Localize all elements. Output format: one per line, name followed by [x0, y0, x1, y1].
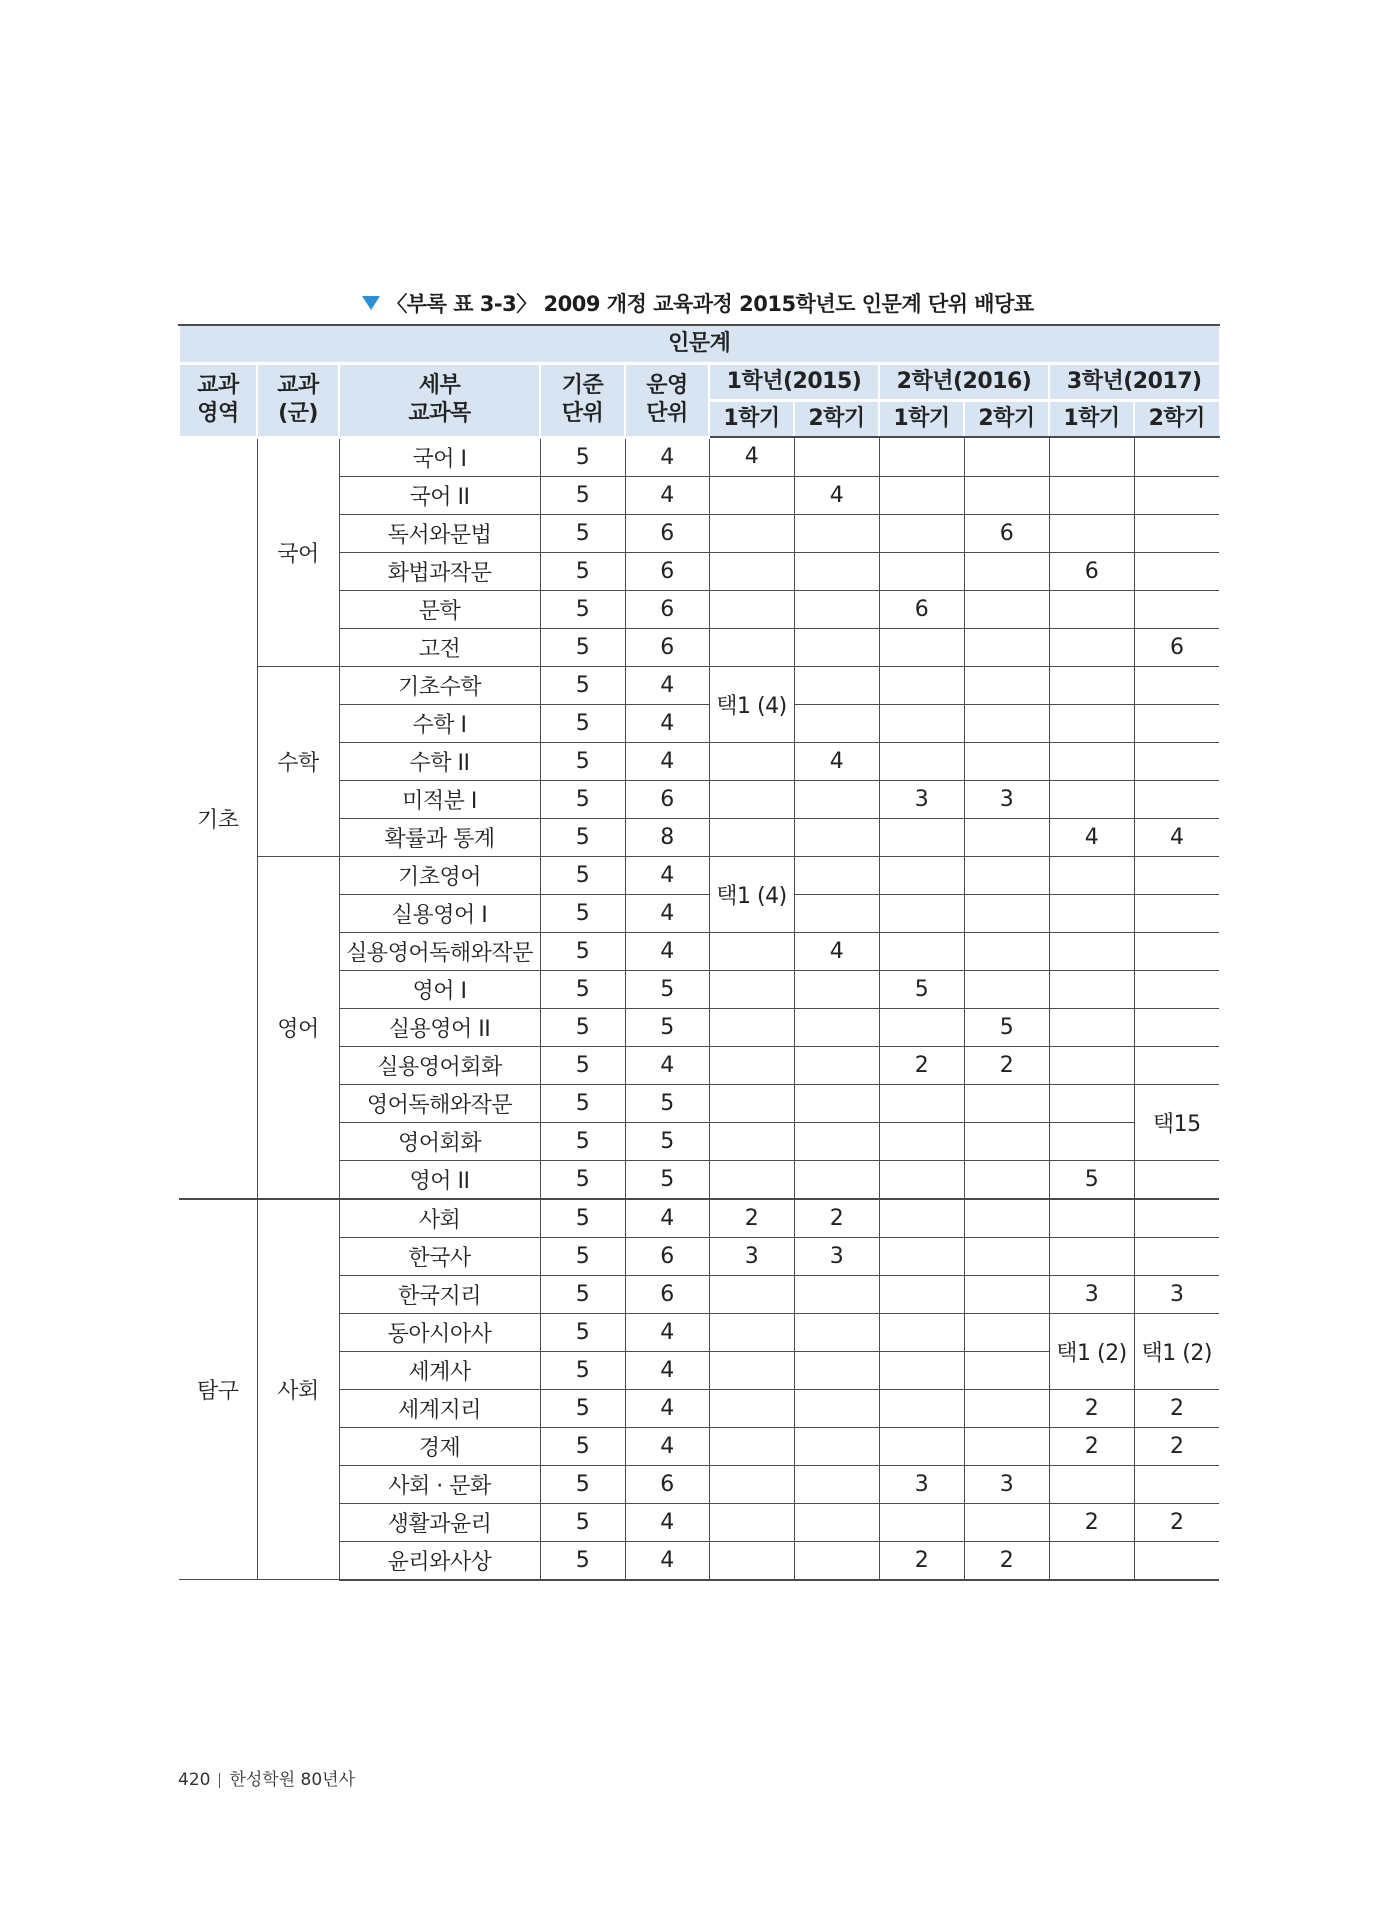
- semester-cell: 5: [879, 970, 964, 1008]
- semester-cell: [794, 1046, 879, 1084]
- header-grade-1: 1학년(2015): [709, 364, 879, 401]
- semester-cell: [794, 818, 879, 856]
- semester-cell: [794, 666, 879, 704]
- op-unit-cell: 5: [625, 970, 709, 1008]
- page-footer: [178, 1765, 355, 1790]
- op-unit-cell: 4: [625, 666, 709, 704]
- semester-cell: [1049, 894, 1134, 932]
- semester-cell: [1134, 1160, 1219, 1199]
- header-group: 인문계: [179, 325, 1219, 364]
- semester-cell: [1049, 970, 1134, 1008]
- semester-cell: [1049, 932, 1134, 970]
- caption-text: 〈부록 표 3-3〉 2009 개정 교육과정 2015학년도 인문계 단위 배당표: [386, 292, 1034, 316]
- header-operating-units: 운영 단위: [625, 364, 709, 438]
- semester-cell: [964, 932, 1049, 970]
- semester-cell: [964, 818, 1049, 856]
- semester-cell: [1049, 1465, 1134, 1503]
- base-unit-cell: 5: [540, 1427, 625, 1465]
- semester-cell: [964, 894, 1049, 932]
- semester-cell: [1049, 856, 1134, 894]
- header-area: 교과 영역: [179, 364, 257, 438]
- semester-cell: [1134, 590, 1219, 628]
- table-row: [179, 1199, 1219, 1238]
- op-unit-cell: 4: [625, 1389, 709, 1427]
- semester-cell: [964, 1122, 1049, 1160]
- subject-cell: 실용영어회화: [339, 1046, 540, 1084]
- op-unit-cell: 4: [625, 1503, 709, 1541]
- semester-cell: [964, 666, 1049, 704]
- semester-cell: [964, 1160, 1049, 1199]
- semester-cell: [1049, 437, 1134, 476]
- base-unit-cell: 5: [540, 552, 625, 590]
- header-semester: 2학기: [1134, 401, 1219, 438]
- semester-cell: [879, 1275, 964, 1313]
- semester-cell: [964, 1503, 1049, 1541]
- semester-cell: [879, 856, 964, 894]
- semester-cell: [964, 1389, 1049, 1427]
- semester-cell: [709, 1122, 794, 1160]
- area-cell: 탐구: [179, 1199, 257, 1580]
- semester-cell: [709, 818, 794, 856]
- semester-cell: [794, 628, 879, 666]
- op-unit-cell: 6: [625, 1237, 709, 1275]
- subject-cell: 한국사: [339, 1237, 540, 1275]
- semester-cell: [964, 476, 1049, 514]
- semester-cell: [879, 894, 964, 932]
- subject-cell: 국어 I: [339, 437, 540, 476]
- base-unit-cell: 5: [540, 1465, 625, 1503]
- subject-cell: 사회 · 문화: [339, 1465, 540, 1503]
- semester-cell: [879, 1351, 964, 1389]
- semester-cell: [879, 1313, 964, 1351]
- semester-cell: [1049, 742, 1134, 780]
- semester-cell: 4: [709, 437, 794, 476]
- semester-cell: 4: [1134, 818, 1219, 856]
- semester-cell: 5: [1049, 1160, 1134, 1199]
- semester-cell: [964, 1427, 1049, 1465]
- semester-cell: [1134, 1541, 1219, 1580]
- semester-cell: [794, 552, 879, 590]
- semester-cell: [1049, 590, 1134, 628]
- semester-cell: [1049, 1008, 1134, 1046]
- semester-cell: [794, 1541, 879, 1580]
- op-unit-cell: 4: [625, 932, 709, 970]
- semester-cell: [1134, 856, 1219, 894]
- semester-cell: [879, 1122, 964, 1160]
- semester-cell: [709, 1541, 794, 1580]
- semester-cell: [879, 1008, 964, 1046]
- semester-cell: [794, 704, 879, 742]
- subject-cell: 수학 II: [339, 742, 540, 780]
- semester-cell: 3: [1134, 1275, 1219, 1313]
- semester-cell: [1134, 1465, 1219, 1503]
- subject-cell: 생활과윤리: [339, 1503, 540, 1541]
- base-unit-cell: 5: [540, 818, 625, 856]
- subject-cell: 기초수학: [339, 666, 540, 704]
- semester-cell: 2: [1049, 1503, 1134, 1541]
- semester-cell: [709, 590, 794, 628]
- semester-cell: [879, 1503, 964, 1541]
- base-unit-cell: 5: [540, 476, 625, 514]
- semester-cell: [1049, 476, 1134, 514]
- op-unit-cell: 5: [625, 1160, 709, 1199]
- semester-cell: [794, 1160, 879, 1199]
- semester-cell: 2: [709, 1199, 794, 1238]
- semester-cell: 택1 (4): [709, 856, 794, 932]
- header-grade-3: 3학년(2017): [1049, 364, 1219, 401]
- base-unit-cell: 5: [540, 666, 625, 704]
- table-row: [179, 437, 1219, 476]
- semester-cell: 4: [1049, 818, 1134, 856]
- semester-cell: [1134, 970, 1219, 1008]
- op-unit-cell: 4: [625, 476, 709, 514]
- page-number: 420: [178, 1770, 211, 1790]
- semester-cell: [964, 1237, 1049, 1275]
- subject-cell: 한국지리: [339, 1275, 540, 1313]
- semester-cell: 2: [964, 1541, 1049, 1580]
- subject-cell: 세계사: [339, 1351, 540, 1389]
- semester-cell: 6: [1049, 552, 1134, 590]
- base-unit-cell: 5: [540, 514, 625, 552]
- base-unit-cell: 5: [540, 1199, 625, 1238]
- semester-cell: 2: [1134, 1389, 1219, 1427]
- semester-cell: [964, 970, 1049, 1008]
- semester-cell: [879, 1160, 964, 1199]
- semester-cell: [794, 856, 879, 894]
- semester-cell: [879, 1237, 964, 1275]
- table-caption: [178, 288, 1218, 318]
- semester-cell: [879, 552, 964, 590]
- subject-cell: 실용영어 II: [339, 1008, 540, 1046]
- semester-cell: 6: [1134, 628, 1219, 666]
- base-unit-cell: 5: [540, 1351, 625, 1389]
- op-unit-cell: 4: [625, 1427, 709, 1465]
- semester-cell: [709, 1275, 794, 1313]
- semester-cell: 택1 (2): [1134, 1313, 1219, 1389]
- book-title: 한성학원 80년사: [229, 1770, 356, 1790]
- semester-cell: [794, 780, 879, 818]
- op-unit-cell: 4: [625, 742, 709, 780]
- semester-cell: [794, 1008, 879, 1046]
- semester-cell: [794, 1503, 879, 1541]
- semester-cell: [794, 1275, 879, 1313]
- semester-cell: 택15: [1134, 1084, 1219, 1160]
- subject-cell: 독서와문법: [339, 514, 540, 552]
- base-unit-cell: 5: [540, 1008, 625, 1046]
- semester-cell: [1134, 780, 1219, 818]
- base-unit-cell: 5: [540, 856, 625, 894]
- header-semester: 1학기: [879, 401, 964, 438]
- base-unit-cell: 5: [540, 1389, 625, 1427]
- base-unit-cell: 5: [540, 437, 625, 476]
- semester-cell: [964, 856, 1049, 894]
- semester-cell: 3: [794, 1237, 879, 1275]
- group-cell: 국어: [257, 437, 339, 666]
- semester-cell: 2: [1049, 1427, 1134, 1465]
- semester-cell: 3: [964, 780, 1049, 818]
- subject-cell: 동아시아사: [339, 1313, 540, 1351]
- semester-cell: [1134, 704, 1219, 742]
- op-unit-cell: 5: [625, 1122, 709, 1160]
- subject-cell: 실용영어독해와작문: [339, 932, 540, 970]
- semester-cell: 2: [1049, 1389, 1134, 1427]
- base-unit-cell: 5: [540, 628, 625, 666]
- semester-cell: [1049, 1084, 1134, 1122]
- semester-cell: [964, 1275, 1049, 1313]
- semester-cell: [964, 590, 1049, 628]
- op-unit-cell: 5: [625, 1008, 709, 1046]
- semester-cell: [964, 1313, 1049, 1351]
- semester-cell: [794, 1389, 879, 1427]
- semester-cell: 4: [794, 742, 879, 780]
- semester-cell: 2: [964, 1046, 1049, 1084]
- semester-cell: [709, 1351, 794, 1389]
- semester-cell: [794, 894, 879, 932]
- semester-cell: [1134, 514, 1219, 552]
- table-row: [179, 666, 1219, 704]
- semester-cell: [1049, 1237, 1134, 1275]
- op-unit-cell: 4: [625, 1351, 709, 1389]
- semester-cell: [794, 1351, 879, 1389]
- semester-cell: [1049, 1199, 1134, 1238]
- semester-cell: [1049, 1122, 1134, 1160]
- semester-cell: [709, 1084, 794, 1122]
- op-unit-cell: 6: [625, 552, 709, 590]
- subject-cell: 영어독해와작문: [339, 1084, 540, 1122]
- semester-cell: 3: [709, 1237, 794, 1275]
- semester-cell: [709, 1465, 794, 1503]
- semester-cell: [1134, 552, 1219, 590]
- semester-cell: 2: [879, 1046, 964, 1084]
- semester-cell: [1049, 704, 1134, 742]
- semester-cell: [709, 780, 794, 818]
- op-unit-cell: 4: [625, 1199, 709, 1238]
- semester-cell: [1134, 666, 1219, 704]
- semester-cell: [879, 476, 964, 514]
- semester-cell: [879, 1389, 964, 1427]
- semester-cell: [709, 1503, 794, 1541]
- semester-cell: 2: [1134, 1427, 1219, 1465]
- op-unit-cell: 6: [625, 1275, 709, 1313]
- header-semester: 1학기: [1049, 401, 1134, 438]
- semester-cell: 4: [794, 476, 879, 514]
- semester-cell: [879, 514, 964, 552]
- semester-cell: 5: [964, 1008, 1049, 1046]
- subject-cell: 화법과작문: [339, 552, 540, 590]
- op-unit-cell: 5: [625, 1084, 709, 1122]
- op-unit-cell: 4: [625, 856, 709, 894]
- subject-cell: 수학 I: [339, 704, 540, 742]
- semester-cell: [794, 1465, 879, 1503]
- subject-cell: 실용영어 I: [339, 894, 540, 932]
- semester-cell: [879, 628, 964, 666]
- op-unit-cell: 4: [625, 1046, 709, 1084]
- base-unit-cell: 5: [540, 1237, 625, 1275]
- subject-cell: 확률과 통계: [339, 818, 540, 856]
- subject-cell: 경제: [339, 1427, 540, 1465]
- semester-cell: [709, 1389, 794, 1427]
- semester-cell: [1134, 476, 1219, 514]
- semester-cell: 2: [794, 1199, 879, 1238]
- semester-cell: 3: [879, 780, 964, 818]
- subject-cell: 영어 I: [339, 970, 540, 1008]
- semester-cell: [879, 932, 964, 970]
- op-unit-cell: 6: [625, 514, 709, 552]
- base-unit-cell: 5: [540, 780, 625, 818]
- semester-cell: [709, 1008, 794, 1046]
- semester-cell: [709, 1046, 794, 1084]
- group-cell: 사회: [257, 1199, 339, 1580]
- semester-cell: 4: [794, 932, 879, 970]
- semester-cell: 6: [964, 514, 1049, 552]
- group-cell: 영어: [257, 856, 339, 1199]
- subject-cell: 세계지리: [339, 1389, 540, 1427]
- subject-cell: 영어회화: [339, 1122, 540, 1160]
- base-unit-cell: 5: [540, 1503, 625, 1541]
- footer-divider: [219, 1773, 220, 1788]
- semester-cell: [709, 552, 794, 590]
- header-semester: 2학기: [794, 401, 879, 438]
- op-unit-cell: 4: [625, 704, 709, 742]
- semester-cell: [964, 1199, 1049, 1238]
- semester-cell: [1049, 1046, 1134, 1084]
- op-unit-cell: 4: [625, 1541, 709, 1580]
- semester-cell: [1134, 1008, 1219, 1046]
- base-unit-cell: 5: [540, 704, 625, 742]
- semester-cell: [794, 514, 879, 552]
- base-unit-cell: 5: [540, 1541, 625, 1580]
- semester-cell: [709, 476, 794, 514]
- subject-cell: 윤리와사상: [339, 1541, 540, 1580]
- base-unit-cell: 5: [540, 1313, 625, 1351]
- semester-cell: [1049, 1541, 1134, 1580]
- base-unit-cell: 5: [540, 1160, 625, 1199]
- base-unit-cell: 5: [540, 1275, 625, 1313]
- semester-cell: [964, 704, 1049, 742]
- semester-cell: [879, 1199, 964, 1238]
- base-unit-cell: 5: [540, 932, 625, 970]
- semester-cell: [1049, 628, 1134, 666]
- semester-cell: [1134, 894, 1219, 932]
- subject-cell: 미적분 I: [339, 780, 540, 818]
- op-unit-cell: 6: [625, 628, 709, 666]
- semester-cell: [879, 704, 964, 742]
- semester-cell: 2: [1134, 1503, 1219, 1541]
- op-unit-cell: 8: [625, 818, 709, 856]
- semester-cell: 택1 (2): [1049, 1313, 1134, 1389]
- semester-cell: [1134, 437, 1219, 476]
- semester-cell: [709, 514, 794, 552]
- semester-cell: [879, 666, 964, 704]
- semester-cell: [709, 628, 794, 666]
- semester-cell: [1134, 742, 1219, 780]
- base-unit-cell: 5: [540, 894, 625, 932]
- semester-cell: [879, 818, 964, 856]
- header-semester: 1학기: [709, 401, 794, 438]
- semester-cell: [964, 628, 1049, 666]
- semester-cell: [709, 932, 794, 970]
- semester-cell: [709, 1427, 794, 1465]
- semester-cell: 6: [879, 590, 964, 628]
- semester-cell: [794, 1122, 879, 1160]
- base-unit-cell: 5: [540, 1084, 625, 1122]
- semester-cell: [1049, 780, 1134, 818]
- op-unit-cell: 4: [625, 1313, 709, 1351]
- header-semester: 2학기: [964, 401, 1049, 438]
- semester-cell: [794, 437, 879, 476]
- semester-cell: [794, 970, 879, 1008]
- semester-cell: 2: [879, 1541, 964, 1580]
- subject-cell: 사회: [339, 1199, 540, 1238]
- op-unit-cell: 6: [625, 1465, 709, 1503]
- header-subject-group: 교과 (군): [257, 364, 339, 438]
- semester-cell: [1049, 666, 1134, 704]
- op-unit-cell: 6: [625, 590, 709, 628]
- area-cell: 기초: [179, 437, 257, 1199]
- op-unit-cell: 4: [625, 437, 709, 476]
- header-detail-subject: 세부 교과목: [339, 364, 540, 438]
- semester-cell: [1134, 1046, 1219, 1084]
- semester-cell: [964, 1084, 1049, 1122]
- subject-cell: 영어 II: [339, 1160, 540, 1199]
- semester-cell: [709, 742, 794, 780]
- semester-cell: [964, 552, 1049, 590]
- base-unit-cell: 5: [540, 970, 625, 1008]
- unit-allocation-table: [178, 324, 1220, 1581]
- subject-cell: 기초영어: [339, 856, 540, 894]
- header-base-units: 기준 단위: [540, 364, 625, 438]
- base-unit-cell: 5: [540, 1046, 625, 1084]
- base-unit-cell: 5: [540, 590, 625, 628]
- base-unit-cell: 5: [540, 1122, 625, 1160]
- semester-cell: [879, 437, 964, 476]
- semester-cell: [794, 1427, 879, 1465]
- semester-cell: [1049, 514, 1134, 552]
- semester-cell: [1134, 1237, 1219, 1275]
- semester-cell: [709, 1313, 794, 1351]
- subject-cell: 문학: [339, 590, 540, 628]
- semester-cell: [964, 1351, 1049, 1389]
- semester-cell: [709, 970, 794, 1008]
- semester-cell: [879, 1427, 964, 1465]
- semester-cell: [879, 742, 964, 780]
- header-grade-2: 2학년(2016): [879, 364, 1049, 401]
- semester-cell: [794, 1313, 879, 1351]
- semester-cell: [1134, 1199, 1219, 1238]
- base-unit-cell: 5: [540, 742, 625, 780]
- semester-cell: [794, 590, 879, 628]
- semester-cell: [964, 742, 1049, 780]
- semester-cell: 택1 (4): [709, 666, 794, 742]
- semester-cell: [709, 1160, 794, 1199]
- semester-cell: 3: [879, 1465, 964, 1503]
- triangle-down-icon: [362, 296, 380, 310]
- semester-cell: [879, 1084, 964, 1122]
- op-unit-cell: 4: [625, 894, 709, 932]
- semester-cell: 3: [964, 1465, 1049, 1503]
- semester-cell: [1134, 932, 1219, 970]
- subject-cell: 고전: [339, 628, 540, 666]
- subject-cell: 국어 II: [339, 476, 540, 514]
- semester-cell: 3: [1049, 1275, 1134, 1313]
- group-cell: 수학: [257, 666, 339, 856]
- table-row: [179, 856, 1219, 894]
- semester-cell: [794, 1084, 879, 1122]
- semester-cell: [964, 437, 1049, 476]
- op-unit-cell: 6: [625, 780, 709, 818]
